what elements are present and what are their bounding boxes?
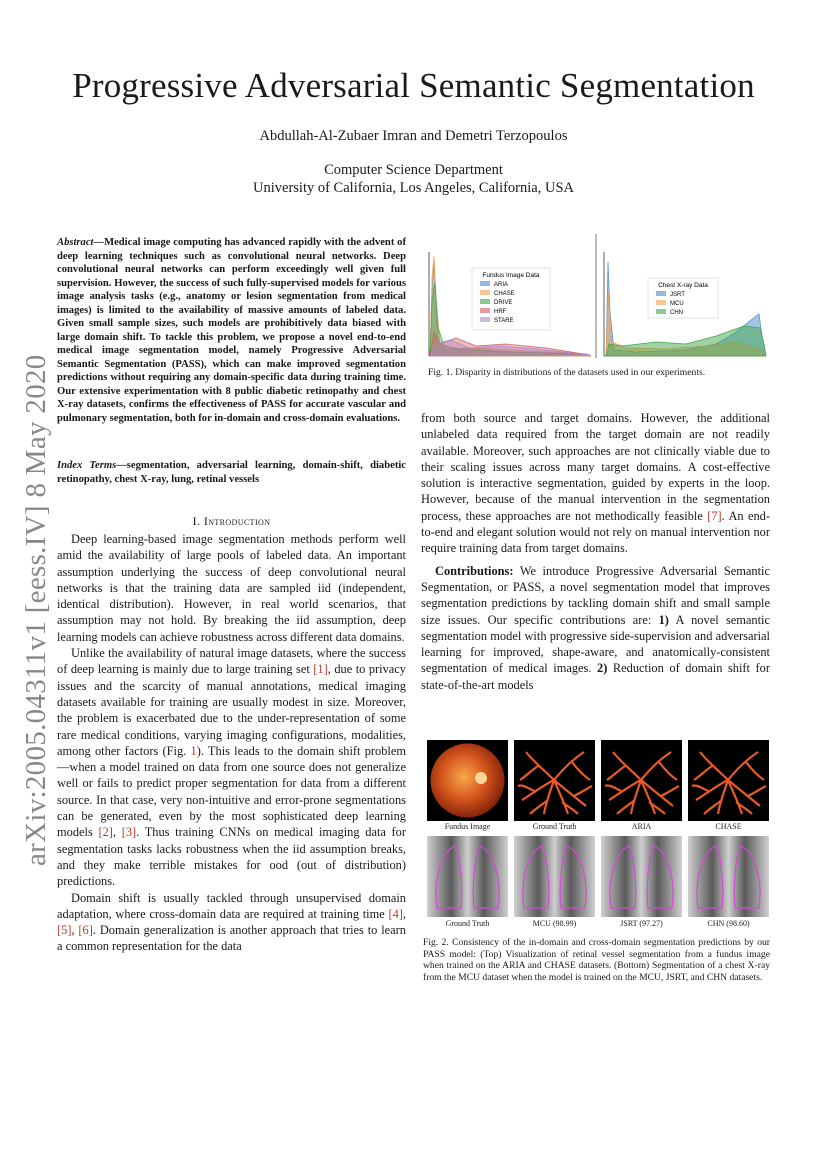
citation-link[interactable]: [2] xyxy=(98,825,113,840)
legend-label: STARE xyxy=(494,318,514,324)
contributions-lead: Contributions: xyxy=(435,563,514,578)
legend-label: CHASE xyxy=(494,291,515,297)
text-run: , due to privacy issues and the scarcity of manual annotations, medical imaging datasets available for training are usually modest in size. Moreover, the problem is exacerbated due to the under-representation of some rare medical conditions, varying imaging configurations, modalities, among other factors (Fig. xyxy=(57,662,406,758)
text-run: , xyxy=(71,923,79,938)
optic-disc xyxy=(475,772,487,784)
figure-2-grid xyxy=(427,740,770,930)
university: University of California, Los Angeles, California, USA xyxy=(253,180,574,196)
xray-jsrt xyxy=(601,836,682,917)
stare-density xyxy=(430,340,590,356)
arxiv-stamp: arXiv:2005.04311v1 [eess.IV] 8 May 2020 xyxy=(20,354,52,866)
citation-link[interactable]: [5] xyxy=(57,923,72,938)
chest-legend-items xyxy=(656,291,685,316)
legend-swatch xyxy=(480,299,490,304)
intro-paragraph xyxy=(57,531,406,645)
chn-density xyxy=(606,326,766,356)
contribution-number: 1) xyxy=(658,612,669,627)
section-heading xyxy=(57,514,406,529)
legend-swatch xyxy=(480,317,490,322)
text-run: Domain shift is usually tackled through unsupervised domain adaptation, where cross-domain data are required at training time xyxy=(57,890,406,921)
chest-legend-title: Chest X-ray Data xyxy=(658,282,708,289)
thumb-label: MCU (98.99) xyxy=(532,919,577,928)
legend-swatch xyxy=(656,291,666,296)
legend-label: MCU xyxy=(670,301,684,307)
legend-label: DRIVE xyxy=(494,300,513,306)
abstract-lead: Abstract xyxy=(57,237,94,248)
contributions-paragraph xyxy=(421,563,770,693)
paper-title: Progressive Adversarial Semantic Segmentation xyxy=(72,66,755,105)
text-run: . Domain generalization is another approach that tries to learn a common representation for the data xyxy=(57,923,406,954)
figure-2-caption: Fig. 2. Consistency of the in-domain and cross-domain segmentation predictions by our PASS model: (Top) Visualization of retinal vessel segmentation from a fundus image when trained on the ARIA and CHASE datasets. (Bottom) Segmentation of a chest X-ray from the MCU dataset when the model is trained on the MCU, JSRT, and CHN datasets. xyxy=(423,937,770,983)
legend-swatch xyxy=(656,309,666,314)
legend-swatch xyxy=(480,281,490,286)
figure-1-plots xyxy=(426,232,770,360)
legend-swatch xyxy=(656,300,666,305)
citation-link[interactable]: [4] xyxy=(388,906,403,921)
text-run: , xyxy=(112,825,122,840)
figure-1-caption: Fig. 1. Disparity in distributions of the datasets used in our experiments. xyxy=(428,367,706,378)
chest-xray-distribution-plot xyxy=(604,252,766,356)
citation-link[interactable]: [3] xyxy=(121,825,137,840)
right-column-body xyxy=(421,410,770,693)
figure-2 xyxy=(427,740,770,930)
legend-label: CHN xyxy=(670,310,683,316)
thumb-label: CHN (98.60) xyxy=(707,919,750,928)
abstract-text: —Medical image computing has advanced rapidly with the advent of deep learning techniques such as convolutional neural networks. Deep convolutional neural networks can perform exceedingly well given full supervision. However, the success of such fully-supervised models for various image analysis tasks (e.g., anatomy or lesion segmentation from medical images) is limited to the availability of massive amounts of labeled data. Given small sample sizes, such models are prohibitively data biased with large domain shift. To tackle this problem, we propose a novel end-to-end medical image segmentation model, namely Progressive Adversarial Semantic Segmentation (PASS), which can make improved segmentation predictions without requiring any domain-specific data during training time. Our extensive experimentation with 8 public diabetic retinopathy and chest X-ray datasets, confirms the effectiveness of PASS for accurate vascular and pulmonary segmentation, both for in-domain and cross-domain evaluations. xyxy=(57,237,406,424)
text-run: Unlike the availability of natural image datasets, where the success of deep learning is mainly due to large training set xyxy=(57,646,406,677)
legend-label: JSRT xyxy=(670,292,685,298)
text-run: Reduction of domain shift for state-of-the-art models xyxy=(421,661,770,692)
text-run: , xyxy=(402,906,406,921)
legend-swatch xyxy=(480,290,490,295)
citation-link[interactable]: [1] xyxy=(313,662,328,677)
legend-label: HRF xyxy=(494,309,507,315)
figure-1 xyxy=(426,232,770,360)
section-number: I. xyxy=(192,514,201,528)
xray-mcu xyxy=(514,836,595,917)
thumb-label: CHASE xyxy=(715,822,742,831)
thumb-label: JSRT (97.27) xyxy=(620,919,663,928)
legend-swatch xyxy=(480,308,490,313)
legend-label: ARIA xyxy=(494,282,509,288)
citation-link[interactable]: [7] xyxy=(707,508,722,523)
thumb-label: ARIA xyxy=(631,822,652,831)
index-terms-lead: Index Terms xyxy=(57,460,117,471)
fundus-legend-title: Fundus Image Data xyxy=(482,272,540,279)
text-run: . An end-to-end and elegant solution would not rely on manual intervention nor require training data from target domains. xyxy=(421,508,770,556)
fundus-distribution-plot xyxy=(429,252,591,356)
section-title: Introduction xyxy=(203,514,271,528)
text-run: ). This leads to the domain shift problem—when a model trained on data from one source does not generalize well or fails to predict proper segmentation for data from a different source. In that case, very non-intuitive and error-prone segmentations can be generated, even by the most sophisticated deep learning models xyxy=(57,743,406,840)
intro-paragraph xyxy=(57,890,406,955)
text-run: . Thus training CNNs on medical imaging data for segmentation tasks lacks robustness when the iid assumption breaks, and they make terrible mistakes for ood (out of distribution) predictions. xyxy=(57,825,407,889)
authors: Abdullah-Al-Zubaer Imran and Demetri Terzopoulos xyxy=(259,128,568,144)
xray-ground-truth xyxy=(427,836,508,917)
fundus-disc xyxy=(431,744,505,818)
intro-body xyxy=(57,531,406,955)
continued-paragraph xyxy=(421,410,770,557)
thumb-label: Fundus Image xyxy=(444,822,491,831)
index-terms-text: —segmentation, adversarial learning, domain-shift, diabetic retinopathy, chest X-ray, lung, retinal vessels xyxy=(57,460,406,485)
xray-chn xyxy=(688,836,769,917)
text-run: We introduce Progressive Adversarial Semantic Segmentation, or PASS, a novel segmentation model that improves segmentation predictions by tackling domain shift and small sample size issues. Our specific contributions are: xyxy=(421,563,770,627)
text-run: A novel semantic segmentation model with progressive side-supervision and adversarial learning for improved, shape-aware, and anatomically-consistent segmentation of medical images. xyxy=(421,612,770,676)
text-run: Deep learning-based image segmentation methods perform well amid the availability of large pools of labeled data. An important assumption underlying the success of deep convolutional neural networks is that the training data are sampled iid (independent, identical distribution). However, in real world scenarios, that assumption may not hold. By breaking the iid assumption, deep learning models can achieve robustness across different data domains. xyxy=(57,532,406,644)
citation-link[interactable]: [6] xyxy=(78,923,93,938)
intro-paragraph xyxy=(57,645,406,889)
contribution-number: 2) xyxy=(597,661,608,676)
abstract xyxy=(57,236,406,425)
index-terms xyxy=(57,459,406,486)
thumb-label: Ground Truth xyxy=(445,919,490,928)
text-run: from both source and target domains. However, the additional unlabeled data required from the target domain are not readily available. Moreover, such approaches are not clinically viable due to their scaling issues across many target domains. A cost-effective solution is interactive segmentation, guided by experts in the loop. However, because of the manual intervention in the segmentation process, these approaches are not methodically feasible xyxy=(421,411,770,523)
thumb-label: Ground Truth xyxy=(532,822,577,831)
figure-link[interactable]: 1 xyxy=(190,743,197,758)
department: Computer Science Department xyxy=(324,162,503,178)
